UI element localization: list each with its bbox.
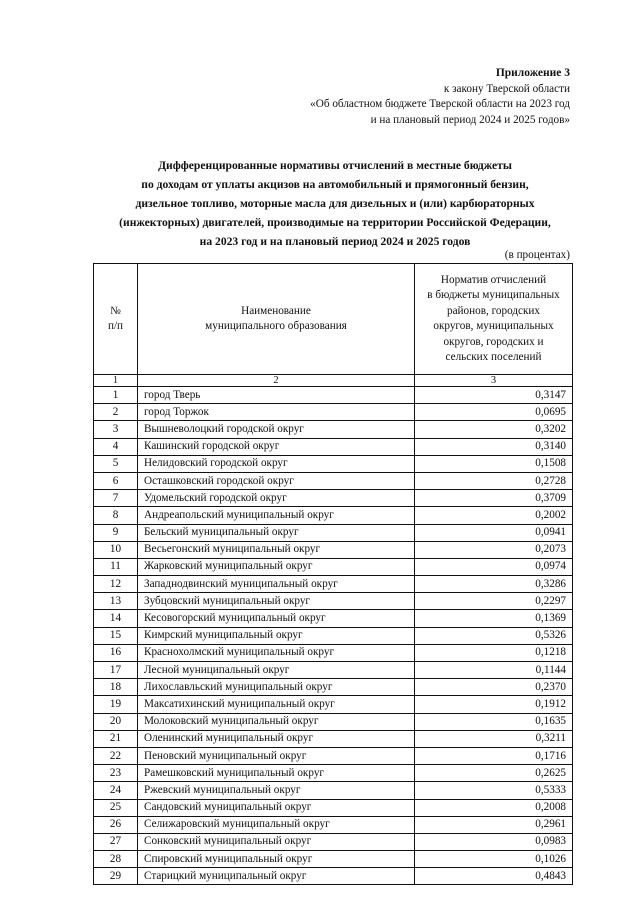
column-number: 3 [415,375,573,387]
row-municipality-name: город Торжок [138,404,415,421]
row-norm-value: 0,1508 [415,455,573,472]
row-number: 3 [94,421,138,438]
header-norm-line-3: районов, городских [446,304,541,317]
table-row [94,765,573,782]
table-row [94,455,573,472]
norms-table [93,263,573,885]
table-row [94,713,573,730]
row-norm-value: 0,2625 [415,765,573,782]
row-number: 15 [94,627,138,644]
table-body [94,387,573,885]
row-municipality-name: Сонковский муниципальный округ [138,833,415,850]
row-municipality-name: Западнодвинский муниципальный округ [138,576,415,593]
row-municipality-name: Рамешковский муниципальный округ [138,765,415,782]
row-number: 16 [94,644,138,661]
table-row [94,404,573,421]
row-municipality-name: Лихославльский муниципальный округ [138,679,415,696]
header-norm-line-2: в бюджеты муниципальных [427,289,560,301]
title-line-5: на 2023 год и на плановый период 2024 и 2025 годов [199,235,471,248]
row-norm-value: 0,1716 [415,747,573,764]
table-row [94,472,573,489]
row-norm-value: 0,1912 [415,696,573,713]
row-municipality-name: Кашинский городской округ [138,438,415,455]
header-name-line-1: Наименование [241,305,311,317]
header-name-line-2: муниципального образования [205,320,347,332]
title-line-3: дизельное топливо, моторные масла для дизельных и (или) карбюраторных [135,197,535,210]
row-municipality-name: Пеновский муниципальный округ [138,747,415,764]
row-number: 9 [94,524,138,541]
row-municipality-name: Кимрский муниципальный округ [138,627,415,644]
appendix-title: Приложение 3 [495,67,570,79]
header-norm-line-6: сельских поселений [445,351,542,363]
header-number-abbr: п/п [107,320,124,332]
table-row [94,816,573,833]
row-number: 2 [94,404,138,421]
row-norm-value: 0,1369 [415,610,573,627]
table-row [94,524,573,541]
row-municipality-name: Весьегонский муниципальный округ [138,541,415,558]
row-number: 28 [94,851,138,868]
table-row [94,507,573,524]
table-row [94,851,573,868]
row-norm-value: 0,0695 [415,404,573,421]
row-norm-value: 0,3709 [415,490,573,507]
table-row [94,610,573,627]
row-number: 21 [94,730,138,747]
row-number: 23 [94,765,138,782]
row-norm-value: 0,2073 [415,541,573,558]
table-row [94,627,573,644]
row-norm-value: 0,2370 [415,679,573,696]
row-norm-value: 0,1218 [415,644,573,661]
row-number: 26 [94,816,138,833]
header-number-sign: № [110,305,121,317]
row-number: 18 [94,679,138,696]
row-norm-value: 0,2961 [415,816,573,833]
appendix-line-2: «Об областном бюджете Тверской области на 2023 год [310,98,570,110]
row-number: 7 [94,490,138,507]
row-municipality-name: город Тверь [138,387,415,404]
table-row [94,541,573,558]
column-number: 2 [138,375,415,387]
row-number: 5 [94,455,138,472]
title-line-1: Дифференцированные нормативы отчислений в местные бюджеты [158,159,512,172]
row-norm-value: 0,5333 [415,782,573,799]
row-norm-value: 0,3202 [415,421,573,438]
table-row [94,696,573,713]
row-municipality-name: Спировский муниципальный округ [138,851,415,868]
table-row [94,868,573,885]
table-row [94,799,573,816]
row-norm-value: 0,0941 [415,524,573,541]
table-row [94,679,573,696]
row-number: 29 [94,868,138,885]
row-municipality-name: Жарковский муниципальный округ [138,558,415,575]
row-number: 1 [94,387,138,404]
row-municipality-name: Максатихинский муниципальный округ [138,696,415,713]
appendix-header [310,66,570,128]
row-norm-value: 0,1144 [415,662,573,679]
row-municipality-name: Осташковский городской округ [138,472,415,489]
row-number: 24 [94,782,138,799]
row-norm-value: 0,3211 [415,730,573,747]
row-norm-value: 0,4843 [415,868,573,885]
table-row [94,490,573,507]
row-municipality-name: Молоковский муниципальный округ [138,713,415,730]
table-header-row [94,264,573,375]
table-row [94,421,573,438]
row-municipality-name: Бельский муниципальный округ [138,524,415,541]
row-norm-value: 0,3286 [415,576,573,593]
row-number: 8 [94,507,138,524]
table-row [94,438,573,455]
row-number: 13 [94,593,138,610]
row-norm-value: 0,2728 [415,472,573,489]
table-row [94,782,573,799]
row-number: 25 [94,799,138,816]
row-norm-value: 0,1635 [415,713,573,730]
table-row [94,662,573,679]
header-name-cell [138,264,415,375]
row-number: 11 [94,558,138,575]
row-norm-value: 0,2297 [415,593,573,610]
title-line-2: по доходам от уплаты акцизов на автомобильный и прямогонный бензин, [141,178,529,191]
row-municipality-name: Нелидовский городской округ [138,455,415,472]
appendix-line-3: и на плановый период 2024 и 2025 годов» [370,113,570,126]
row-municipality-name: Андреапольский муниципальный округ [138,507,415,524]
table-row [94,558,573,575]
table-row [94,593,573,610]
title-line-4: (инжекторных) двигателей, производимые на территории Российской Федерации, [119,216,551,229]
table-row [94,747,573,764]
row-municipality-name: Оленинский муниципальный округ [138,730,415,747]
row-number: 12 [94,576,138,593]
row-norm-value: 0,5326 [415,627,573,644]
row-norm-value: 0,0983 [415,833,573,850]
row-municipality-name: Старицкий муниципальный округ [138,868,415,885]
row-number: 4 [94,438,138,455]
table-row [94,576,573,593]
row-number: 22 [94,747,138,764]
header-norm-line-5: округов, городских и [443,335,544,348]
column-numbers-row [94,375,573,387]
row-municipality-name: Зубцовский муниципальный округ [138,593,415,610]
table-row [94,833,573,850]
table-row [94,730,573,747]
row-norm-value: 0,2002 [415,507,573,524]
row-number: 17 [94,662,138,679]
row-number: 10 [94,541,138,558]
row-number: 20 [94,713,138,730]
row-number: 6 [94,472,138,489]
table-row [94,644,573,661]
row-norm-value: 0,3140 [415,438,573,455]
row-municipality-name: Удомельский городской округ [138,490,415,507]
document-title [90,156,580,251]
row-municipality-name: Вышневолоцкий городской округ [138,421,415,438]
row-municipality-name: Лесной муниципальный округ [138,662,415,679]
header-norm-line-4: округов, муниципальных [433,320,554,332]
row-number: 27 [94,833,138,850]
row-municipality-name: Кесовогорский муниципальный округ [138,610,415,627]
row-municipality-name: Сандовский муниципальный округ [138,799,415,816]
table-row [94,387,573,404]
row-norm-value: 0,1026 [415,851,573,868]
row-municipality-name: Ржевский муниципальный округ [138,782,415,799]
row-norm-value: 0,0974 [415,558,573,575]
row-norm-value: 0,2008 [415,799,573,816]
units-note: (в процентах) [504,249,570,261]
row-municipality-name: Селижаровский муниципальный округ [138,816,415,833]
header-norm-cell [415,264,573,375]
column-number: 1 [94,375,138,387]
header-norm-line-1: Норматив отчислений [440,273,547,286]
row-number: 14 [94,610,138,627]
row-norm-value: 0,3147 [415,387,573,404]
row-number: 19 [94,696,138,713]
appendix-line-1: к закону Тверской области [443,82,570,95]
row-municipality-name: Краснохолмский муниципальный округ [138,644,415,661]
header-number-cell [94,264,138,375]
